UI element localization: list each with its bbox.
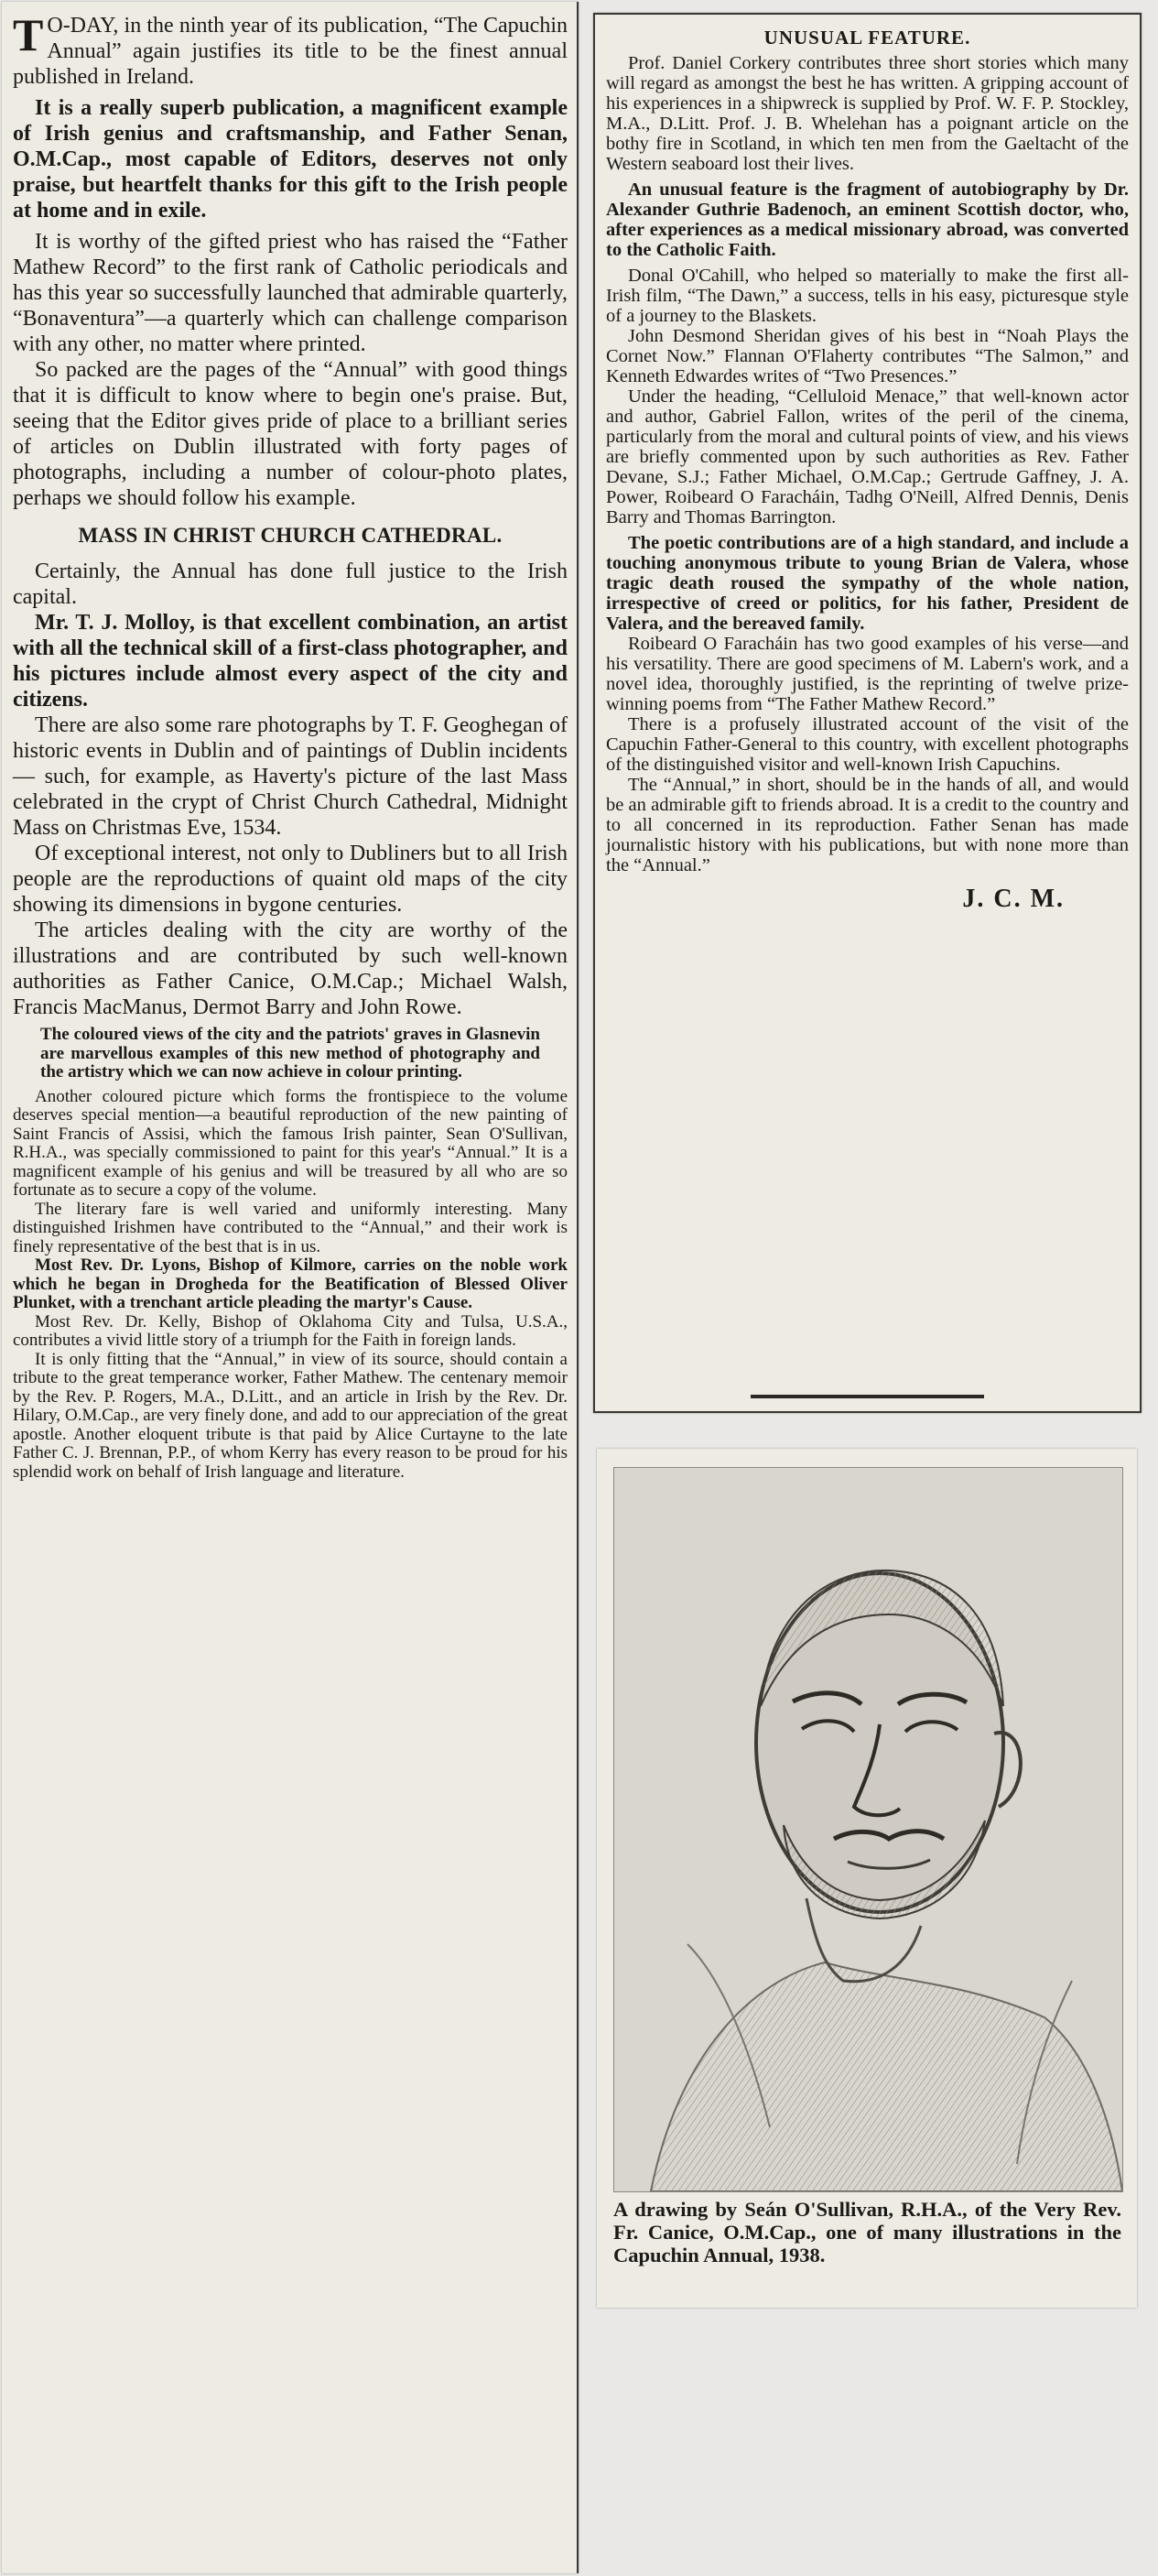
dropcap: T (13, 9, 44, 60)
portrait-sketch-image (614, 1468, 1122, 2191)
paragraph: Donal O'Cahill, who helped so materially to make the first all-Irish film, “The Dawn,” a success, tells in his easy, picturesque style of a journey to the Blaskets. (606, 266, 1129, 326)
paragraph: Prof. Daniel Corkery contributes three short stories which many will regard as amongst the best he has written. A gripping account of his experiences in a shipwreck is supplied by Prof. W. F. P. Stockley, M.A., D.Litt. Prof. J. B. Whelehan has a poignant article on the bothy fire in Scotland, in which ten men from the Gaeltacht of the Western seaboard lost their lives. (606, 53, 1129, 174)
paragraph: The literary fare is well varied and uniformly interesting. Many distinguished Irishmen have contributed to the “Annual,” and their work is finely representative of the best that is in us. (13, 1199, 568, 1256)
paragraph: Roibeard O Faracháin has two good examples of his verse—and his versatility. There are good specimens of M. Labern's work, and a novel idea, thoroughly justified, is the reprinting of twelve prize-winning poems from “The Father Mathew Record.” (606, 634, 1129, 714)
paragraph: An unusual feature is the fragment of autobiography by Dr. Alexander Guthrie Badenoch, an eminent Scottish doctor, who, after experiences as a medical missionary abroad, was converted to the Catholic Faith. (606, 179, 1129, 260)
paragraph: It is only fitting that the “Annual,” in view of its source, should contain a tribute to the great temperance worker, Father Mathew. The centenary memoir by the Rev. P. Rogers, M.A., D.Litt., and an article in Irish by the Rev. Dr. Hilary, O.M.Cap., are very finely done, and add to our appreciation of the great apostle. Another eloquent tribute is that paid by Alice Curtayne to the late Father C. J. Brennan, P.P., of whom Kerry has every reason to be proud for his splendid work on behalf of Irish language and literature. (13, 1349, 568, 1482)
author-signature: J. C. M. (962, 885, 1065, 913)
paragraph: There are also some rare photographs by T. F. Geoghegan of historic events in Dublin and of paintings of Dublin incidents — such, for example, as Haverty's picture of the last Mass celebrated in the crypt of Christ Church Cathedral, Midnight Mass on Christmas Eve, 1534. (13, 713, 568, 840)
paragraph: It is a really superb publication, a magnificent example of Irish genius and craftsmanship, and Father Senan, O.M.Cap., most capable of Editors, deserves not only praise, but heartfelt thanks for this gift to the Irish people at home and in exile. (13, 96, 568, 223)
paragraph: So packed are the pages of the “Annual” with good things that it is difficult to know where to begin one's praise. But, seeing that the Editor gives pride of place to a brilliant series of articles on Dublin illustrated with forty pages of photographs, including a number of colour-photo plates, perhaps we should follow his example. (13, 358, 568, 510)
paragraph: Certainly, the Annual has done full justice to the Irish capital. (13, 560, 568, 609)
intro-paragraph: T O-DAY, in the ninth year of its publication, “The Capuchin Annual” again justifies its title to be the finest annual published in Ireland. (13, 9, 568, 89)
left-clipping (2, 2, 579, 2573)
right-article-column (606, 22, 1129, 914)
portrait-clipping (597, 1449, 1137, 2308)
right-clipping (593, 13, 1142, 1413)
section-heading: UNUSUAL FEATURE. (763, 27, 971, 49)
paragraph: Mr. T. J. Molloy, is that excellent combination, an artist with all the technical skill of a first-class photographer, and his pictures include almost every aspect of the city and citizens. (13, 611, 568, 712)
divider-rule (751, 1395, 984, 1398)
paragraph: Under the heading, “Celluloid Menace,” that well-known actor and author, Gabriel Fallon, writes of the peril of the cinema, particularly from the moral and cultural points of view, and his views are briefly commented upon by such authorities as Rev. Father Devane, S.J.; Father Michael, O.M.Cap.; Gertrude Gaffney, J. A. Power, Roibeard O Faracháin, Tadhg O'Neill, Alfred Dennis, Denis Barry and Thomas Barrington. (606, 386, 1129, 527)
portrait-drawing (613, 1467, 1123, 2192)
paragraph: The poetic contributions are of a high standard, and include a touching anonymous tribute to young Brian de Valera, whose tragic death roused the sympathy of the whole nation, irrespective of creed or politics, for his father, President de Valera, and the bereaved family. (606, 533, 1129, 634)
paragraph: John Desmond Sheridan gives of his best in “Noah Plays the Cornet Now.” Flannan O'Flaherty contributes “The Salmon,” and Kenneth Edwardes writes of “Two Presences.” (606, 326, 1129, 386)
paragraph: The coloured views of the city and the patriots' graves in Glasnevin are marvellous examples of this new method of photography and the artistry which we can now achieve in colour printing. (40, 1025, 540, 1081)
paragraph: Most Rev. Dr. Lyons, Bishop of Kilmore, carries on the noble work which he began in Drogheda for the Beatification of Blessed Oliver Plunket, with a trenchant article pleading the martyr's Cause. (13, 1255, 568, 1312)
paragraph: Another coloured picture which forms the frontispiece to the volume deserves special mention—a beautiful reproduction of the new painting of Saint Francis of Assisi, which the famous Irish painter, Sean O'Sullivan, R.H.A., was specially commissioned to paint for this year's “Annual.” It is a magnificent example of his genius and will be treasured by all who are so fortunate as to secure a copy of the volume. (13, 1086, 568, 1200)
paragraph: Of exceptional interest, not only to Dubliners but to all Irish people are the reproductions of quaint old maps of the city showing its dimensions in bygone centuries. (13, 842, 568, 917)
paragraph: The “Annual,” in short, should be in the hands of all, and would be an admirable gift to friends abroad. It is a credit to the country and to all concerned in its reproduction. Father Senan has made journalistic history with his publications, but with none more than the “Annual.” (606, 775, 1129, 875)
paragraph: There is a profusely illustrated account of the visit of the Capuchin Father-General to this country, with excellent photographs of the distinguished visitor and well-known Irish Capuchins. (606, 714, 1129, 775)
paragraph: The articles dealing with the city are worthy of the illustrations and are contributed by such well-known authorities as Father Canice, O.M.Cap.; Michael Walsh, Francis MacManus, Dermot Barry and John Rowe. (13, 918, 568, 1019)
section-heading: MASS IN CHRIST CHURCH CATHEDRAL. (78, 524, 503, 547)
left-article-column (13, 9, 568, 1482)
paragraph: Most Rev. Dr. Kelly, Bishop of Oklahoma City and Tulsa, U.S.A., contributes a vivid little story of a triumph for the Faith in foreign lands. (13, 1311, 568, 1350)
paragraph: It is worthy of the gifted priest who has raised the “Father Mathew Record” to the first rank of Catholic periodicals and has this year so successfully launched that admirable quarterly, “Bonaventura”—a quarterly which can challenge comparison with any other, no matter where printed. (13, 230, 568, 356)
portrait-caption: A drawing by Seán O'Sullivan, R.H.A., of the Very Rev. Fr. Canice, O.M.Cap., one of many illustrations in the Capuchin Annual, 1938. (613, 2198, 1121, 2266)
